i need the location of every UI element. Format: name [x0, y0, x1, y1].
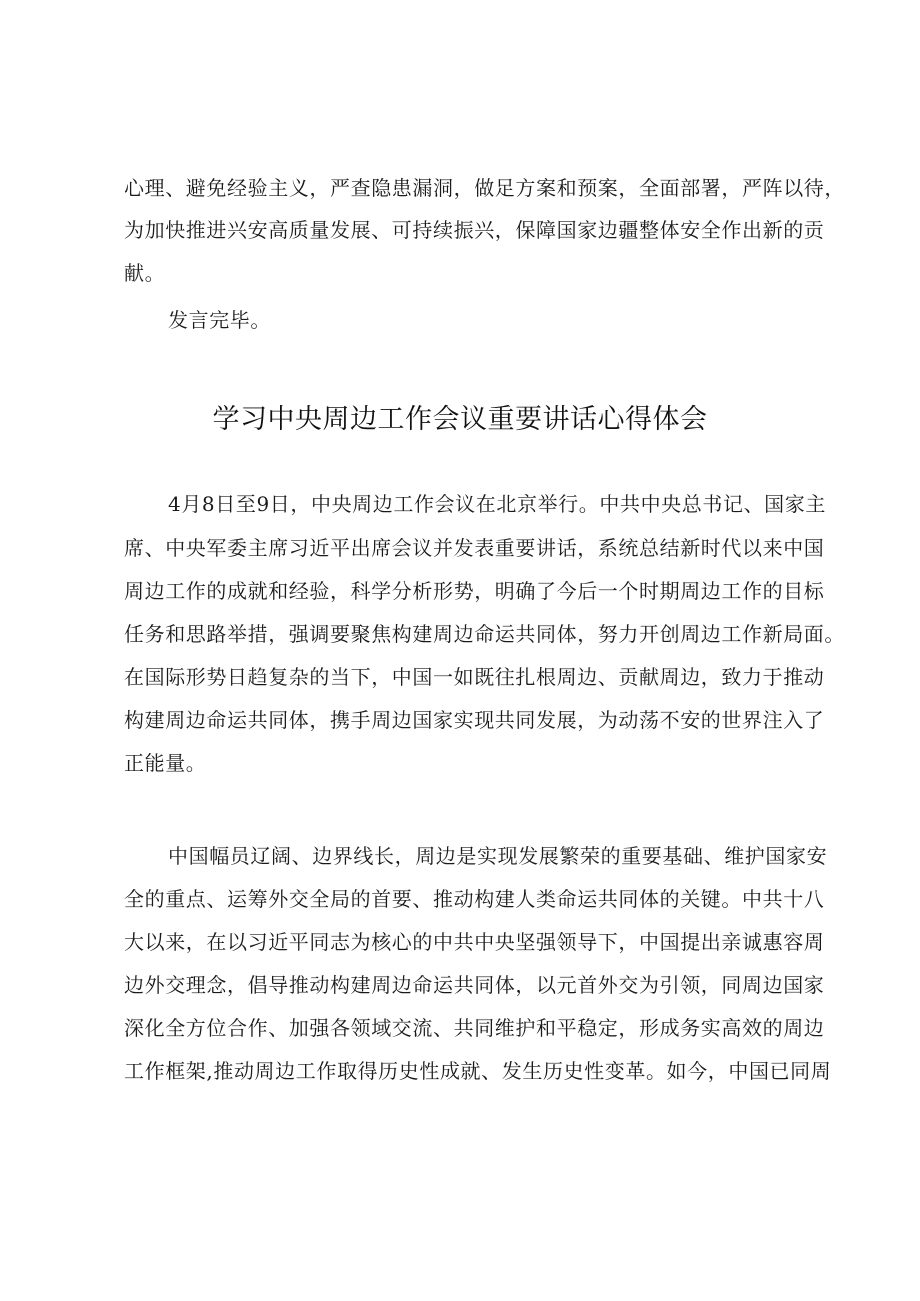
paragraph-2-line-3: 大以来，在以习近平同志为核心的中共中央坚强领导下，中国提出亲诚惠容周 [124, 930, 825, 954]
paragraph-1-line-3: 周边工作的成就和经验，科学分析形势，明确了今后一个时期周边工作的目标 [124, 579, 825, 603]
paragraph-top-line-1: 心理、避免经验主义，严查隐患漏洞，做足方案和预案，全面部署，严阵以待， [124, 176, 845, 200]
paragraph-1-line-1: 4月8日至9日，中央周边工作会议在北京举行。中共中央总书记、国家主 [168, 492, 826, 516]
paragraph-1-line-5: 在国际形势日趋复杂的当下，中国一如既往扎根周边、贡献周边，致力于推动 [124, 665, 825, 689]
paragraph-1-line-6: 构建周边命运共同体，携手周边国家实现共同发展，为动荡不安的世界注入了 [124, 708, 825, 732]
paragraph-2-line-6: 工作框架,推动周边工作取得历史性成就、发生历史性变革。如今，中国已同周 [124, 1059, 832, 1083]
page-title: 学习中央周边工作会议重要讲话心得体会 [212, 404, 708, 435]
paragraph-1-line-2: 席、中央军委主席习近平出席会议并发表重要讲话，系统总结新时代以来中国 [124, 536, 825, 560]
paragraph-top-line-3: 献。 [124, 261, 166, 285]
paragraph-2-line-2: 全的重点、运筹外交全局的首要、推动构建人类命运共同体的关键。中共十八 [124, 887, 825, 911]
paragraph-1-line-4: 任务和思路举措，强调要聚焦构建周边命运共同体，努力开创周边工作新局面。 [124, 622, 845, 646]
paragraph-2-line-4: 边外交理念，倡导推动构建周边命运共同体，以元首外交为引领，同周边国家 [124, 973, 825, 997]
paragraph-1-line-7: 正能量。 [124, 751, 207, 775]
closing-statement: 发言完毕。 [168, 308, 271, 332]
paragraph-top-line-2: 为加快推进兴安高质量发展、可持续振兴，保障国家边疆整体安全作出新的贡 [124, 218, 825, 242]
paragraph-2-line-5: 深化全方位合作、加强各领域交流、共同维护和平稳定，形成务实高效的周边 [124, 1016, 825, 1040]
paragraph-2-line-1: 中国幅员辽阔、边界线长，周边是实现发展繁荣的重要基础、维护国家安 [168, 844, 828, 868]
